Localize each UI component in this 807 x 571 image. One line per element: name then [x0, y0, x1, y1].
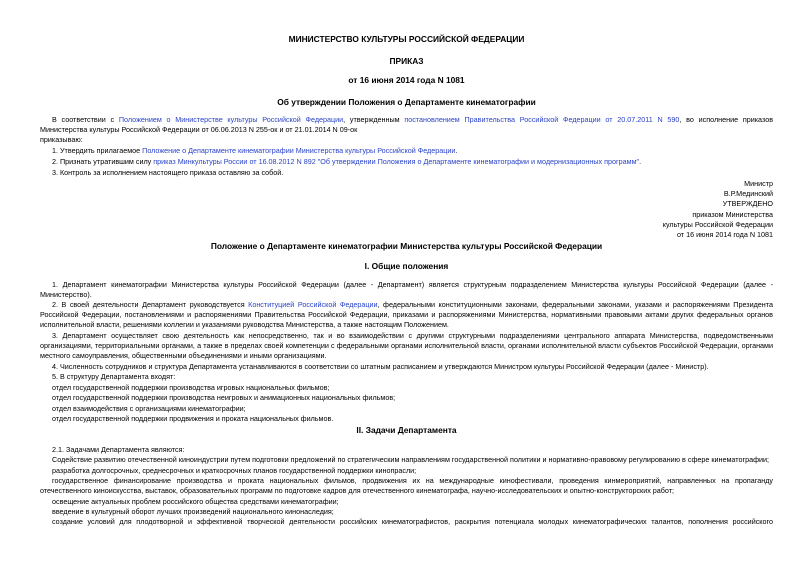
date-number-heading: от 16 июня 2014 года N 1081 [348, 75, 465, 85]
s1-p5: 5. В структуру Департамента входят: [52, 372, 176, 381]
order-item-2 [40, 157, 773, 167]
s1-p3-line-3: местного самоуправления, общественными объединениями и иными организациями. [40, 351, 327, 360]
approval-line-2: приказом Министерства [692, 210, 773, 219]
s1-p3-line-2: организациями, территориальными органами, а также в пределах своей компетенции с федеральными органами исполнительной власти, органами исполнительной власти субъектов Российской Федерации, органами [40, 341, 773, 350]
section-2-title: II. Задачи Департамента [356, 425, 457, 435]
signature-name: В.Р.Мединский [723, 189, 773, 198]
s1-p2-line-1 [40, 300, 773, 310]
approval-line-1: УТВЕРЖДЕНО [722, 199, 773, 208]
preamble-text: В соответствии с [52, 115, 119, 124]
item-text: . [455, 146, 458, 155]
s2-task-3-line-2: отечественного кинoискусства, выставок, образовательных программ по подготовке кадров для отечественного кинематографа, научно-исследовательских и опытно-конструкторских работ; [40, 486, 675, 495]
regulation-title: Положение о Департаменте кинематографии Министерства культуры Российской Федерации [210, 241, 603, 251]
s2-task-2: разработка долгосрочных, среднесрочных и краткосрочных планов государственной поддержки кинопрасли; [52, 466, 417, 475]
paragraph-text: 2. В своей деятельности Департамент руководствуется [52, 300, 249, 309]
doc-type-heading: ПРИКАЗ [389, 56, 424, 66]
link-department-regulation[interactable]: Положение о Департаменте кинематографии Министерства культуры Российской Федерации [142, 146, 456, 155]
s2-task-3-line-1: государственное финансирование производства и проката национальных фильмов, продвижения их на международные кинофестивали, проведения кинмероприятий, направленных на пропаганду [52, 476, 773, 485]
s1-p5-item-3: отдел взаимодействия с организациями кинематографии; [52, 404, 246, 413]
order-title: Об утверждении Положения о Департаменте кинематографии [277, 97, 536, 107]
s1-p5-item-2: отдел государственной поддержки производства неигровых и анимационных национальных фильмов; [52, 393, 396, 402]
s2-task-6: создание условий для плодотворной и эффективной творческой деятельности российских кинематографистов, раскрытия потенциала молодых кинематографических талантов, пополнения российского [52, 517, 773, 526]
preamble-line-1 [40, 115, 773, 125]
approval-line-3: культуры Российской Федерации [662, 220, 773, 229]
section-1-title: I. Общие положения [364, 261, 449, 271]
s2-task-1: Содействие развитию отечественной кинoиндустрии путем подготовки предложений по стратегическим направлениям государственной политики и нормативно-правовому регулированию в сфере кинематографии; [52, 455, 770, 464]
s1-p1-line-2: Министерство). [40, 290, 92, 299]
s1-p1-line-1: 1. Департамент кинематографии Министерства культуры Российской Федерации (далее - Департамент) является структурным подразделением Министерства культуры Российской Федерации (далее - [52, 280, 773, 289]
item-text: 1. Утвердить прилагаемое [52, 146, 143, 155]
s1-p4: 4. Численность сотрудников и структура Департамента устанавливаются в соответствии со штатным расписанием и утверждаются Министром культуры Российской Федерации (далее - Министр). [52, 362, 709, 371]
s1-p5-item-4: отдел государственной поддержки продвижения и проката национальных фильмов. [52, 414, 334, 423]
preamble-line-3: приказываю: [40, 135, 83, 144]
ministry-heading: МИНИСТЕРСТВО КУЛЬТУРЫ РОССИЙСКОЙ ФЕДЕРАЦИИ [288, 34, 525, 44]
paragraph-text: , федеральными конституционными законами, федеральными законами, указами и распоряжениями Президента [377, 300, 773, 309]
link-constitution[interactable]: Конституцией Российской Федерации [248, 300, 378, 309]
s2-task-5: введение в культурный оборот лучших произведений национального кинонаследия; [52, 507, 334, 516]
s1-p2-line-2: Российской Федерации, постановлениями и распоряжениями Правительства Российской Федерации, приказами и распоряжениями Министерства, нормативными правовыми актами других федеральных органов [40, 310, 773, 319]
signature-position: Министр [744, 179, 773, 188]
link-government-resolution[interactable]: постановлением Правительства Российской Федерации от 20.07.2011 N 590 [404, 115, 680, 124]
approval-line-4: от 16 июня 2014 года N 1081 [676, 230, 773, 239]
s1-p3-line-1: 3. Департамент осуществляет свою деятельность как непосредственно, так и во взаимодействии с другими структурными подразделениями центрального аппарата Министерства, подведомственными [52, 331, 773, 340]
preamble-text: , во исполнение приказов [679, 115, 773, 124]
s2-task-4: освещение актуальных проблем российского общества средствами кинематографии; [52, 497, 339, 506]
preamble-line-2: Министерства культуры Российской Федерации от 06.06.2013 N 255-ок и от 21.01.2014 N 09-ок [40, 125, 358, 134]
item-text: 2. Признать утратившим силу [52, 157, 154, 166]
s1-p5-item-1: отдел государственной поддержки производства игровых национальных фильмов; [52, 383, 330, 392]
link-repealed-order[interactable]: приказ Минкультуры России от 16.08.2012 N 892 "Об утверждении Положения о Департаменте кинематографии и модернизационных программ" [153, 157, 640, 166]
link-ministry-regulation[interactable]: Положением о Министерстве культуры Российской Федерации [118, 115, 344, 124]
s2-p1: 2.1. Задачами Департамента являются: [52, 445, 185, 454]
preamble-text: , утвержденным [343, 115, 405, 124]
order-item-3: 3. Контроль за исполнением настоящего приказа оставляю за собой. [52, 168, 284, 177]
order-item-1 [40, 146, 773, 156]
s1-p2-line-3: исполнительной власти, решениями коллегии и указаниями руководства Министерства, а также настоящим Положением. [40, 320, 449, 329]
item-text: . [639, 157, 642, 166]
